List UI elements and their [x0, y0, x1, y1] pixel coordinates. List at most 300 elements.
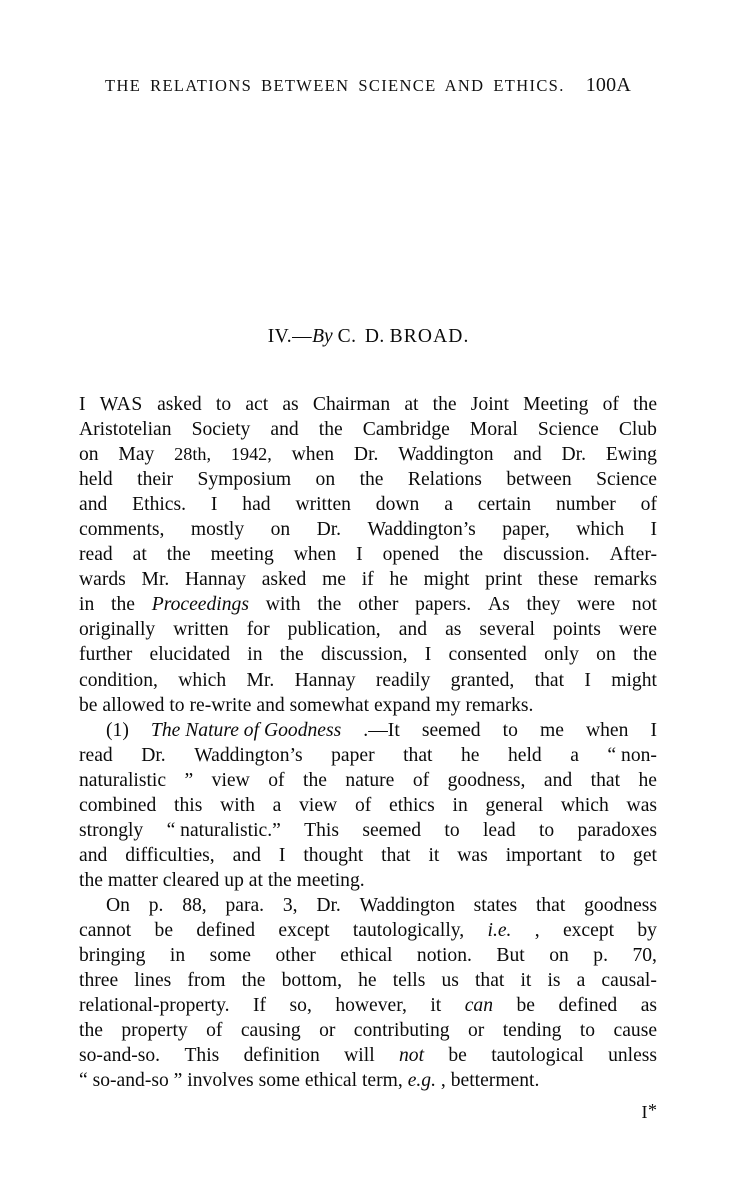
word: Mr.: [141, 569, 170, 591]
word: contributing: [353, 1020, 450, 1042]
word: some: [258, 1070, 300, 1092]
word: readily: [375, 669, 431, 691]
word: that: [474, 970, 505, 992]
word: remarks: [593, 569, 657, 591]
word: opened: [382, 544, 440, 566]
word: were: [577, 594, 616, 616]
word: “ naturalistic.”: [166, 819, 281, 841]
word: and: [232, 844, 261, 866]
word: he: [460, 744, 480, 766]
word: several: [479, 619, 535, 641]
word: betterment.: [450, 1070, 540, 1092]
word: 88,: [182, 894, 207, 916]
word: meeting: [210, 544, 274, 566]
word: [399, 1043, 424, 1068]
text-line: [79, 1018, 657, 1043]
body-text: [79, 392, 657, 1093]
text-line: [79, 768, 657, 793]
signature-mark: [79, 1100, 657, 1123]
word: three: [79, 970, 119, 992]
text-line: [79, 442, 657, 467]
word: this: [174, 794, 203, 816]
word: p.: [593, 945, 608, 967]
word: I: [356, 544, 363, 566]
word: so,: [289, 995, 312, 1017]
word: they: [526, 594, 561, 616]
word: I: [210, 494, 218, 516]
word: seemed: [362, 819, 422, 841]
word: (1): [106, 719, 129, 741]
word: Cambridge: [362, 419, 450, 441]
word: held: [79, 469, 113, 491]
word: their: [137, 469, 174, 491]
word: Waddington’s: [367, 519, 476, 541]
word: of: [602, 394, 619, 415]
word: at: [132, 544, 147, 566]
word: other: [275, 945, 316, 967]
text-line: [79, 417, 657, 442]
word: to: [599, 844, 616, 866]
word: to: [502, 719, 518, 741]
text-line: [79, 868, 657, 893]
text-line: [79, 542, 657, 567]
word: at: [404, 394, 419, 415]
text-line: [79, 818, 657, 843]
word: to: [579, 1020, 596, 1042]
word: general: [485, 794, 544, 816]
italic-run: e.g.: [407, 1070, 436, 1092]
text-line: [79, 718, 657, 743]
text-line: [79, 392, 657, 417]
word: Waddington: [359, 894, 455, 916]
word: asked: [261, 569, 307, 591]
word: mostly: [190, 519, 245, 541]
word: us: [441, 970, 459, 992]
word: lines: [134, 970, 172, 992]
word: it: [430, 995, 442, 1017]
text-line: [79, 893, 657, 918]
word: which: [576, 519, 625, 541]
running-head-title: THE RELATIONS BETWEEN SCIENCE AND ETHICS.: [105, 76, 565, 95]
word: was: [626, 794, 658, 816]
word: might: [423, 569, 470, 591]
word: the: [111, 594, 135, 616]
word: originally: [79, 619, 156, 641]
word: held: [507, 744, 542, 766]
word: condition,: [79, 669, 158, 691]
word: to: [169, 694, 185, 716]
word: publication,: [287, 619, 381, 641]
word: Science: [537, 419, 599, 441]
word: para.: [225, 894, 265, 916]
word: of: [354, 794, 372, 816]
word: [408, 1068, 436, 1093]
section-title-period: .: [463, 326, 469, 347]
word: causing: [240, 1020, 301, 1042]
word: I: [650, 519, 658, 541]
word: act: [245, 394, 269, 415]
text-line: [79, 793, 657, 818]
word: expand: [373, 694, 431, 716]
word: defined: [196, 919, 256, 941]
word: as: [445, 619, 462, 641]
word: the: [633, 394, 658, 415]
page-folio-suffix: A: [616, 74, 631, 96]
word: tautological: [491, 1045, 584, 1067]
word: paper: [331, 744, 375, 766]
word: .—It: [363, 719, 400, 741]
word: Dr.: [316, 894, 341, 916]
word: not: [631, 594, 657, 616]
word: he: [358, 970, 377, 992]
word: [100, 392, 143, 417]
oldstyle-figures: 1942,: [230, 444, 272, 465]
word: notion.: [416, 945, 472, 967]
word: as: [282, 394, 299, 415]
word: me: [539, 719, 564, 741]
smallcaps-run: WAS: [99, 394, 143, 415]
word: the: [359, 469, 384, 491]
italic-run: can: [464, 995, 494, 1017]
word: the: [279, 644, 304, 666]
word: causal-: [601, 970, 657, 992]
word: these: [537, 569, 579, 591]
word: allowed: [102, 694, 165, 716]
word: Dr.: [316, 519, 342, 541]
word: my: [435, 694, 461, 716]
word: get: [633, 844, 657, 866]
text-line: [79, 943, 657, 968]
word: read: [79, 544, 113, 566]
word: seemed: [421, 719, 481, 741]
italic-run: i.e.: [487, 919, 512, 941]
word: written: [295, 494, 351, 516]
word: On: [106, 894, 130, 916]
word: paper,: [502, 519, 550, 541]
word: If: [252, 995, 267, 1017]
word: elucidated: [149, 644, 231, 666]
word: term,: [361, 1070, 403, 1092]
word: of: [206, 1020, 223, 1042]
text-line: [79, 567, 657, 592]
word: Ewing: [605, 444, 657, 466]
word: Ethics.: [132, 494, 187, 516]
word: and: [513, 444, 542, 466]
word: in: [452, 794, 468, 816]
word: only: [544, 644, 579, 666]
word: But: [496, 945, 525, 967]
word: on: [270, 519, 291, 541]
word: on: [549, 945, 569, 967]
word: the: [303, 769, 327, 791]
word: be: [448, 1045, 467, 1067]
word: he: [389, 569, 408, 591]
word: be: [516, 995, 535, 1017]
section-byline-word: By: [312, 326, 333, 347]
word: Club: [618, 419, 657, 441]
word: Science: [596, 469, 657, 491]
word: ,: [440, 1070, 446, 1092]
word: involves: [187, 1070, 254, 1092]
word: strongly: [79, 819, 144, 841]
word: when: [293, 544, 337, 566]
word: 70,: [632, 945, 657, 967]
word: defined: [558, 995, 618, 1017]
word: “ non-: [607, 744, 657, 766]
word: somewhat: [289, 694, 370, 716]
word: I: [278, 844, 286, 866]
word: a: [570, 744, 579, 766]
word: as: [640, 995, 658, 1017]
word: lead: [482, 819, 516, 841]
word: wards: [79, 569, 126, 591]
word: Hannay: [185, 569, 246, 591]
running-head: [79, 74, 657, 98]
word: Relations: [407, 469, 482, 491]
text-line: [79, 517, 657, 542]
word: that: [535, 894, 566, 916]
word: except: [278, 919, 330, 941]
word: [231, 442, 272, 467]
word: and: [256, 694, 285, 716]
page-folio-number: 100: [585, 74, 617, 96]
word: Symposium: [197, 469, 292, 491]
word: written: [173, 619, 229, 641]
word: number: [555, 494, 616, 516]
word: be: [154, 919, 174, 941]
word: [152, 592, 249, 617]
signature-asterisk: *: [648, 1100, 657, 1120]
word: was: [457, 844, 488, 866]
word: with: [220, 794, 255, 816]
word: the: [459, 544, 484, 566]
word: ethical: [304, 1070, 358, 1092]
text-line: [79, 993, 657, 1018]
word: and: [398, 619, 428, 641]
word: to: [444, 819, 460, 841]
section-number: IV.—: [267, 326, 313, 347]
oldstyle-figures: 28th,: [174, 444, 212, 465]
word: or: [467, 1020, 485, 1042]
word: of: [640, 494, 657, 516]
word: that: [590, 769, 621, 791]
text-line: [79, 1043, 657, 1068]
word: in: [247, 644, 263, 666]
word: on: [315, 469, 336, 491]
word: Aristotelian: [79, 419, 172, 441]
word: definition: [243, 1045, 320, 1067]
text-line: [79, 918, 657, 943]
word: tautologically,: [352, 919, 465, 941]
word: unless: [608, 1045, 658, 1067]
word: and: [79, 844, 108, 866]
word: a: [272, 794, 282, 816]
word: Moral: [469, 419, 518, 441]
word: [465, 993, 493, 1018]
word: paradoxes: [577, 819, 657, 841]
text-line: [79, 642, 657, 667]
word: bringing: [79, 945, 146, 967]
word: As: [487, 594, 510, 616]
word: ,: [534, 919, 540, 941]
word: and: [79, 494, 108, 516]
word: I: [79, 394, 86, 415]
text-line: [79, 467, 657, 492]
text-line: [79, 843, 657, 868]
word: [151, 718, 341, 743]
word: Society: [191, 419, 251, 441]
word: ethics: [389, 794, 435, 816]
word: difficulties,: [125, 844, 215, 866]
word: at: [248, 869, 263, 891]
section-title: [79, 326, 657, 348]
word: meeting.: [296, 869, 365, 891]
word: me: [322, 569, 346, 591]
word: it: [520, 970, 532, 992]
word: Hannay: [294, 669, 356, 691]
author-initials: C. D.: [337, 326, 385, 347]
word: property: [121, 1020, 188, 1042]
word: might: [611, 669, 657, 691]
word: asked: [157, 394, 202, 415]
word: he: [638, 769, 657, 791]
word: tending: [502, 1020, 562, 1042]
word: when: [585, 719, 629, 741]
word: print: [485, 569, 523, 591]
word: cannot: [79, 919, 132, 941]
text-line: [79, 592, 657, 617]
word: that: [403, 744, 433, 766]
word: by: [637, 919, 657, 941]
word: Waddington’s: [194, 744, 303, 766]
word: will: [344, 1045, 375, 1067]
word: p.: [148, 894, 164, 916]
word: matter: [107, 869, 158, 891]
word: Meeting: [523, 394, 589, 415]
word: cleared: [162, 869, 220, 891]
word: for: [246, 619, 270, 641]
word: re-write: [189, 694, 252, 716]
word: the: [432, 394, 457, 415]
word: discussion,: [320, 644, 408, 666]
word: the: [317, 594, 342, 616]
word: thought: [303, 844, 364, 866]
word: and: [270, 419, 299, 441]
italic-run: Proceedings: [151, 594, 249, 616]
word: from: [187, 970, 226, 992]
word: on: [596, 644, 616, 666]
word: with: [265, 594, 301, 616]
word: 3,: [282, 894, 298, 916]
word: Dr.: [141, 744, 166, 766]
word: read: [79, 744, 113, 766]
word: it: [428, 844, 440, 866]
word: other: [358, 594, 399, 616]
word: [174, 442, 211, 467]
word: I: [650, 719, 658, 741]
word: Joint: [470, 394, 509, 415]
word: “ so-and-so ”: [79, 1070, 183, 1092]
word: the: [267, 869, 292, 891]
word: the: [633, 644, 657, 666]
word: view: [211, 769, 250, 791]
word: goodness: [584, 894, 658, 916]
author-surname: BROAD: [389, 326, 464, 347]
text-line: [79, 492, 657, 517]
word: had: [242, 494, 271, 516]
word: discussion.: [503, 544, 590, 566]
word: of: [268, 769, 285, 791]
word: May: [118, 444, 155, 466]
word: so-and-so.: [79, 1045, 161, 1067]
page-folio: [586, 74, 631, 97]
word: This: [184, 1045, 220, 1067]
word: the: [166, 544, 191, 566]
word: that: [381, 844, 411, 866]
word: Chairman: [312, 394, 391, 415]
word: granted,: [450, 669, 515, 691]
word: cause: [613, 1020, 658, 1042]
text-line: [79, 1068, 657, 1093]
word: I: [584, 669, 591, 691]
word: of: [412, 769, 430, 791]
word: tells: [392, 970, 426, 992]
word: ”: [184, 769, 194, 791]
text-line: [79, 693, 657, 718]
text-line: [79, 668, 657, 693]
word: Waddington: [398, 444, 494, 466]
word: After-: [609, 544, 658, 566]
word: be: [79, 694, 98, 716]
text-line: [79, 968, 657, 993]
word: Dr.: [353, 444, 379, 466]
italic-run: not: [398, 1045, 425, 1067]
word: ethical: [340, 945, 393, 967]
word: [488, 918, 512, 943]
word: bottom,: [281, 970, 343, 992]
word: except: [562, 919, 615, 941]
word: which: [178, 669, 227, 691]
word: certain: [477, 494, 532, 516]
word: in: [169, 945, 186, 967]
word: on: [79, 444, 99, 466]
word: to: [538, 819, 555, 841]
word: the: [318, 419, 343, 441]
word: states: [473, 894, 518, 916]
word: that: [534, 669, 565, 691]
word: goodness,: [447, 769, 526, 791]
word: were: [618, 619, 657, 641]
word: I: [424, 644, 432, 666]
word: naturalistic: [79, 769, 167, 791]
word: and: [543, 769, 573, 791]
word: This: [304, 819, 339, 841]
word: points: [552, 619, 601, 641]
word: the: [79, 1020, 103, 1042]
word: view: [299, 794, 338, 816]
word: comments,: [79, 519, 165, 541]
text-line: [79, 743, 657, 768]
word: some: [209, 945, 251, 967]
word: a: [444, 494, 453, 516]
word: combined: [79, 794, 157, 816]
text-line: [79, 617, 657, 642]
signature-letter: I: [641, 1102, 648, 1122]
word: between: [506, 469, 572, 491]
word: if: [361, 569, 374, 591]
word: when: [291, 444, 335, 466]
word: the: [241, 970, 266, 992]
